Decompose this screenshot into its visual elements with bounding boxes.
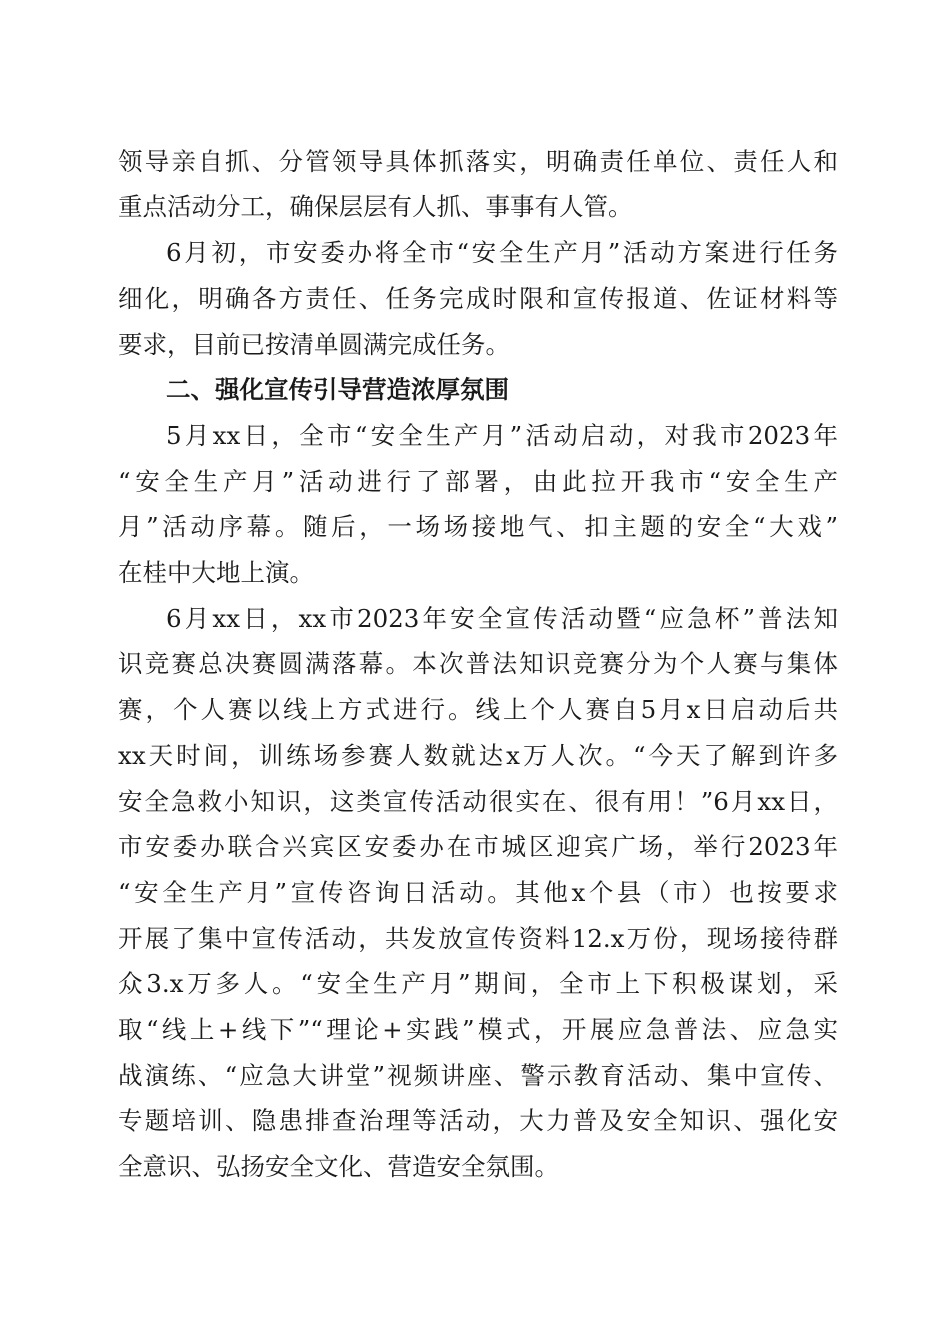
text-line: 赛，个人赛以线上方式进行。线上个人赛自5月x日启动后共 bbox=[118, 695, 838, 724]
text-line: 取“线上+线下”“理论+实践”模式，开展应急普法、应急实 bbox=[118, 1015, 838, 1044]
text-line: 月”活动序幕。随后，一场场接地气、扣主题的安全“大戏” bbox=[118, 512, 838, 541]
text-line: 细化，明确各方责任、任务完成时限和宣传报道、佐证材料等 bbox=[118, 284, 838, 313]
text-line: 重点活动分工，确保层层有人抓、事事有人管。 bbox=[118, 192, 633, 221]
text-line: 开展了集中宣传活动，共发放宣传资料12.x万份，现场接待群 bbox=[118, 924, 838, 953]
text-line: 众3.x万多人。“安全生产月”期间，全市上下积极谋划，采 bbox=[118, 969, 838, 998]
text-line: 在桂中大地上演。 bbox=[118, 558, 314, 587]
text-line: 市安委办联合兴宾区安委办在市城区迎宾广场，举行2023年 bbox=[118, 832, 838, 861]
text-line: xx天时间，训练场参赛人数就达x万人次。“今天了解到许多 bbox=[118, 741, 838, 770]
text-line: 全意识、弘扬安全文化、营造安全氛围。 bbox=[118, 1152, 559, 1181]
paragraph-start-line: 5月xx日，全市“安全生产月”活动启动，对我市2023年 bbox=[166, 421, 838, 450]
text-line: “安全生产月”活动进行了部署，由此拉开我市“安全生产 bbox=[118, 467, 838, 496]
text-line: 识竞赛总决赛圆满落幕。本次普法知识竞赛分为个人赛与集体 bbox=[118, 649, 838, 678]
paragraph-start-line: 6月xx日，xx市2023年安全宣传活动暨“应急杯”普法知 bbox=[166, 604, 838, 633]
text-line: “安全生产月”宣传咨询日活动。其他x个县（市）也按要求 bbox=[118, 878, 838, 907]
paragraph-start-line: 6月初，市安委办将全市“安全生产月”活动方案进行任务 bbox=[166, 238, 838, 267]
text-line: 要求，目前已按清单圆满完成任务。 bbox=[118, 330, 510, 359]
section-heading: 二、强化宣传引导营造浓厚氛围 bbox=[166, 375, 509, 404]
text-line: 专题培训、隐患排查治理等活动，大力普及安全知识、强化安 bbox=[118, 1106, 838, 1135]
text-line: 领导亲自抓、分管领导具体抓落实，明确责任单位、责任人和 bbox=[118, 147, 838, 176]
text-line: 战演练、“应急大讲堂”视频讲座、警示教育活动、集中宣传、 bbox=[118, 1061, 838, 1090]
text-line: 安全急救小知识，这类宣传活动很实在、很有用！”6月xx日， bbox=[118, 787, 838, 816]
